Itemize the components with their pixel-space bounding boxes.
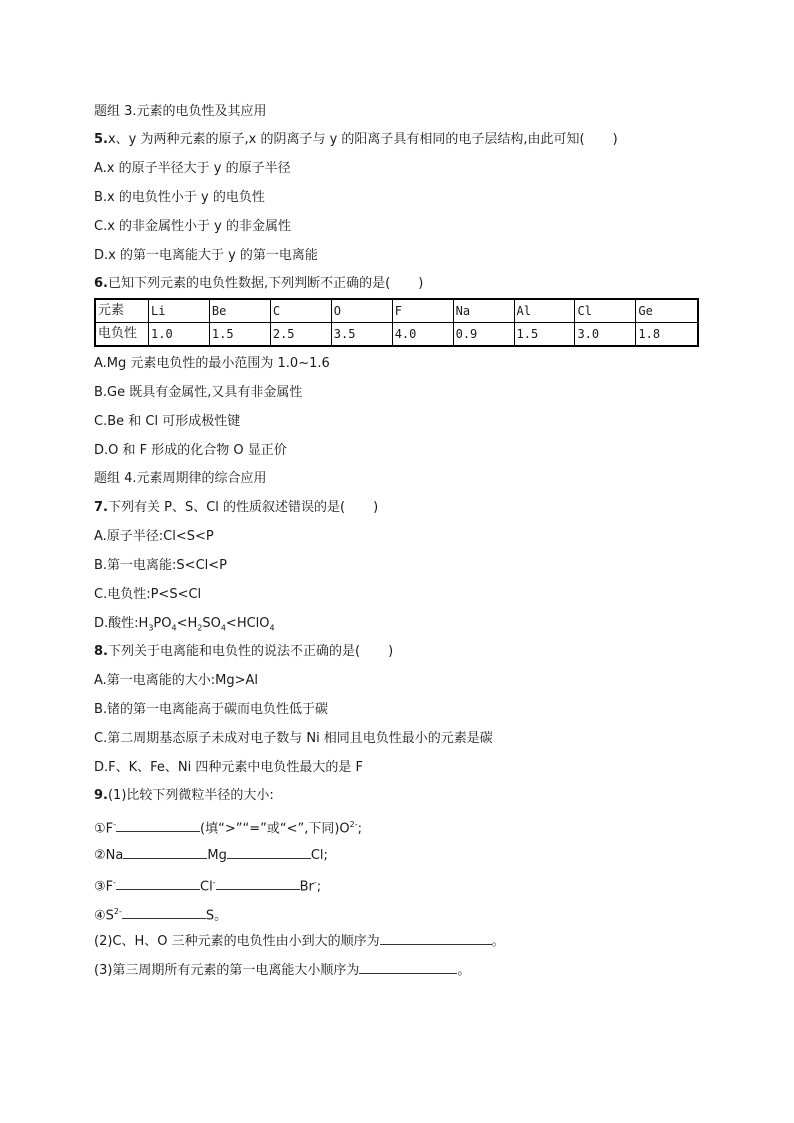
q9-number: 9. bbox=[94, 788, 108, 803]
table-cell: 2.5 bbox=[270, 323, 331, 347]
superscript: 2- bbox=[349, 820, 358, 829]
q5-number: 5. bbox=[94, 132, 108, 147]
q8-option-c: C.第二周期基态原子未成对电子数与 Ni 相同且电负性最小的元素是碳 bbox=[94, 731, 493, 746]
q7-d-text: PO bbox=[153, 616, 172, 631]
q9-text: ; bbox=[316, 879, 322, 895]
table-cell: Ge bbox=[636, 299, 698, 323]
q9-text: Cl bbox=[200, 879, 213, 895]
q5-close: ) bbox=[612, 132, 618, 147]
q8-option-a: A.第一电离能的大小:Mg>Al bbox=[94, 673, 259, 688]
q8-close: ) bbox=[388, 644, 394, 659]
table-cell: C bbox=[270, 299, 331, 323]
superscript: - bbox=[313, 878, 317, 887]
q9-text: 。 bbox=[491, 934, 505, 949]
answer-blank[interactable] bbox=[380, 931, 492, 945]
table-cell: Na bbox=[453, 299, 514, 323]
q9-line-4 bbox=[94, 903, 227, 925]
q9-part-3 bbox=[94, 960, 470, 980]
table-cell: Li bbox=[149, 299, 210, 323]
table-cell: F bbox=[392, 299, 453, 323]
table-cell: 3.5 bbox=[331, 323, 392, 347]
answer-blank[interactable] bbox=[216, 876, 300, 890]
table-cell: Al bbox=[514, 299, 575, 323]
answer-blank[interactable] bbox=[227, 845, 311, 859]
q6-stem-text: 已知下列元素的电负性数据,下列判断不正确的是( bbox=[107, 276, 391, 291]
table-cell: 电负性 bbox=[95, 323, 149, 347]
answer-blank[interactable] bbox=[123, 845, 207, 859]
q7-d-text: <H bbox=[176, 616, 198, 631]
table-cell: 3.0 bbox=[575, 323, 636, 347]
group4-heading: 题组 4.元素周期律的综合应用 bbox=[94, 471, 267, 486]
table-cell: 1.8 bbox=[636, 323, 698, 347]
q8-number: 8. bbox=[94, 644, 108, 659]
q7-option-c: C.电负性:P<S<Cl bbox=[94, 587, 202, 602]
table-cell: 1.5 bbox=[514, 323, 575, 347]
answer-blank[interactable] bbox=[122, 905, 206, 919]
q9-intro: (1)比较下列微粒半径的大小: bbox=[107, 788, 274, 803]
table-cell: Be bbox=[209, 299, 270, 323]
subscript: 4 bbox=[220, 623, 226, 633]
table-cell: 1.0 bbox=[149, 323, 210, 347]
q6-close: ) bbox=[418, 276, 424, 291]
subscript: 4 bbox=[171, 623, 177, 633]
q7-stem bbox=[94, 499, 378, 517]
q7-option-b: B.第一电离能:S<Cl<P bbox=[94, 558, 227, 573]
q6-option-b: B.Ge 既具有金属性,又具有非金属性 bbox=[94, 385, 303, 400]
q9-text: ④S bbox=[94, 908, 114, 924]
q9-text: ②Na bbox=[94, 848, 124, 863]
q5-option-c: C.x 的非金属性小于 y 的非金属性 bbox=[94, 219, 291, 234]
q9-text: S。 bbox=[205, 908, 228, 924]
q9-text: Cl; bbox=[310, 848, 328, 863]
superscript: - bbox=[113, 878, 117, 887]
q5-stem-text: x、y 为两种元素的原子,x 的阴离子与 y 的阳离子具有相同的电子层结构,由此可知( bbox=[107, 132, 585, 147]
q9-text: ③F bbox=[94, 879, 114, 895]
table-cell: Cl bbox=[575, 299, 636, 323]
subscript: 4 bbox=[269, 623, 275, 633]
table-cell: 0.9 bbox=[453, 323, 514, 347]
q7-stem-text: 下列有关 P、S、Cl 的性质叙述错误的是( bbox=[107, 500, 346, 515]
electronegativity-table bbox=[94, 298, 699, 347]
q7-number: 7. bbox=[94, 500, 108, 515]
q8-stem-text: 下列关于电离能和电负性的说法不正确的是( bbox=[107, 644, 361, 659]
q6-number: 6. bbox=[94, 276, 108, 291]
q6-option-c: C.Be 和 Cl 可形成极性键 bbox=[94, 414, 241, 429]
q8-stem bbox=[94, 643, 393, 661]
q7-d-text: <HClO bbox=[225, 616, 270, 631]
q6-stem bbox=[94, 275, 423, 293]
q7-option-d bbox=[94, 615, 275, 638]
q9-part-2 bbox=[94, 931, 505, 951]
table-cell: 4.0 bbox=[392, 323, 453, 347]
q5-option-a: A.x 的原子半径大于 y 的原子半径 bbox=[94, 161, 291, 176]
q7-d-text: D.酸性:H bbox=[94, 616, 149, 631]
table-cell: O bbox=[331, 299, 392, 323]
q9-text: (填“>”“=”或“<”,下同)O bbox=[200, 821, 350, 837]
q9-text: ; bbox=[357, 821, 363, 837]
table-cell: 元素 bbox=[95, 299, 149, 323]
q7-option-a: A.原子半径:Cl<S<P bbox=[94, 529, 214, 544]
answer-blank[interactable] bbox=[116, 876, 200, 890]
table-row bbox=[95, 299, 698, 323]
superscript: 2- bbox=[113, 907, 122, 916]
subscript: 3 bbox=[148, 623, 154, 633]
subscript: 2 bbox=[197, 623, 203, 633]
q9-text: 。 bbox=[457, 963, 471, 978]
q9-text: Mg bbox=[207, 848, 227, 863]
q9-text: ①F bbox=[94, 821, 114, 837]
q9-stem bbox=[94, 787, 274, 805]
q9-line-3 bbox=[94, 874, 321, 896]
table-cell: 1.5 bbox=[209, 323, 270, 347]
q5-option-b: B.x 的电负性小于 y 的电负性 bbox=[94, 190, 265, 205]
q9-line-2 bbox=[94, 845, 328, 865]
q8-option-d: D.F、K、Fe、Ni 四种元素中电负性最大的是 F bbox=[94, 760, 363, 775]
q8-option-b: B.锗的第一电离能高于碳而电负性低于碳 bbox=[94, 702, 329, 717]
superscript: - bbox=[212, 878, 216, 887]
group3-heading: 题组 3.元素的电负性及其应用 bbox=[94, 104, 267, 119]
answer-blank[interactable] bbox=[116, 818, 200, 832]
q6-option-a: A.Mg 元素电负性的最小范围为 1.0~1.6 bbox=[94, 356, 330, 371]
answer-blank[interactable] bbox=[359, 960, 457, 974]
q9-text: Br bbox=[299, 879, 314, 895]
q7-close: ) bbox=[373, 500, 379, 515]
q5-stem bbox=[94, 131, 618, 149]
superscript: - bbox=[113, 820, 117, 829]
q6-option-d: D.O 和 F 形成的化合物 O 显正价 bbox=[94, 443, 287, 458]
q9-text: (3)第三周期所有元素的第一电离能大小顺序为 bbox=[94, 963, 360, 978]
q7-d-text: SO bbox=[202, 616, 221, 631]
q9-line-1 bbox=[94, 816, 362, 838]
q9-text: (2)C、H、O 三种元素的电负性由小到大的顺序为 bbox=[94, 934, 380, 949]
table-row bbox=[95, 323, 698, 347]
q5-option-d: D.x 的第一电离能大于 y 的第一电离能 bbox=[94, 248, 318, 263]
